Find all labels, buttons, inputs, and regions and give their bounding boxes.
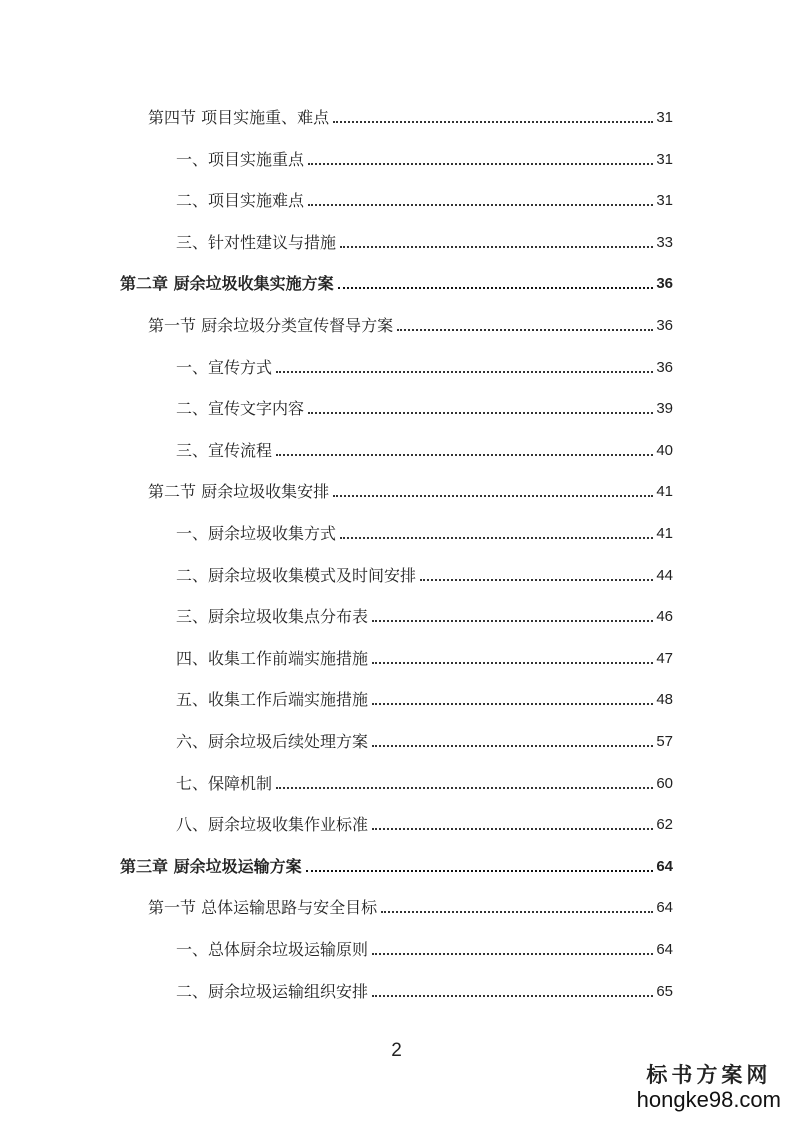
toc-leader-dots	[333, 495, 653, 497]
toc-leader-dots	[308, 204, 653, 206]
toc-page-number: 41	[656, 483, 673, 501]
toc-page-number: 31	[656, 192, 673, 210]
toc-item[interactable]	[176, 562, 673, 586]
toc-leader-dots	[372, 995, 653, 997]
toc-label: 第一节 厨余垃圾分类宣传督导方案	[148, 316, 394, 335]
toc-leader-dots	[420, 579, 653, 581]
toc-label: 第二节 厨余垃圾收集安排	[148, 482, 330, 502]
toc-label: 三、宣传流程	[176, 440, 273, 460]
toc-item[interactable]	[176, 686, 673, 710]
toc-page-number: 57	[656, 733, 673, 750]
toc-label: 二、厨余垃圾收集模式及时间安排	[176, 565, 417, 585]
toc-page-number: 44	[656, 566, 673, 584]
toc-leader-dots	[276, 371, 653, 373]
watermark-url: hongke98.com	[636, 1087, 781, 1112]
toc-leader-dots	[372, 703, 653, 705]
toc-page-number: 31	[656, 109, 673, 126]
toc-label: 一、项目实施重点	[176, 149, 305, 169]
toc-item[interactable]	[176, 728, 673, 752]
toc-leader-dots	[381, 911, 653, 913]
toc-label: 七、保障机制	[176, 773, 273, 793]
toc-label: 五、收集工作后端实施措施	[176, 690, 369, 710]
toc-leader-dots	[372, 662, 653, 664]
toc-item[interactable]	[176, 229, 673, 253]
toc-chapter[interactable]	[120, 270, 673, 294]
toc-page-number: 36	[656, 358, 673, 376]
toc-item[interactable]	[176, 354, 673, 378]
toc-leader-dots	[276, 787, 653, 789]
toc-label: 六、厨余垃圾后续处理方案	[176, 732, 369, 751]
toc-section[interactable]	[148, 478, 673, 502]
toc-label: 一、宣传方式	[176, 357, 273, 377]
toc-label: 二、厨余垃圾运输组织安排	[176, 981, 369, 1001]
toc-page-number: 36	[656, 275, 673, 293]
toc-page-number: 62	[656, 816, 673, 834]
toc-leader-dots	[306, 870, 654, 872]
toc-leader-dots	[340, 537, 653, 539]
toc-item[interactable]	[176, 603, 673, 627]
toc-leader-dots	[372, 745, 653, 747]
toc-page-number: 47	[656, 649, 673, 667]
toc-item[interactable]	[176, 187, 673, 211]
toc-item[interactable]	[176, 146, 673, 170]
toc-leader-dots	[338, 287, 654, 289]
toc-item[interactable]	[176, 645, 673, 669]
toc-label: 八、厨余垃圾收集作业标准	[176, 815, 369, 835]
toc-label: 四、收集工作前端实施措施	[176, 648, 369, 668]
toc-section[interactable]	[148, 104, 673, 128]
toc-label: 一、厨余垃圾收集方式	[176, 524, 337, 543]
toc-page-number: 65	[656, 982, 673, 1000]
toc-page-number: 33	[656, 233, 673, 251]
toc-label: 三、厨余垃圾收集点分布表	[176, 607, 369, 627]
toc-item[interactable]	[176, 437, 673, 461]
toc-leader-dots	[372, 953, 653, 955]
toc-page-number: 39	[656, 400, 673, 418]
toc-page-number: 40	[656, 441, 673, 459]
toc-leader-dots	[276, 454, 653, 456]
toc-page-number: 64	[656, 899, 673, 917]
toc-section[interactable]	[148, 312, 673, 336]
toc-label: 第三章 厨余垃圾运输方案	[120, 856, 302, 876]
toc-page-number: 41	[656, 525, 673, 542]
page-number: 2	[391, 1040, 402, 1061]
toc-item[interactable]	[176, 520, 673, 544]
watermark	[637, 1062, 781, 1112]
toc-section[interactable]	[148, 894, 673, 918]
toc-item[interactable]	[176, 936, 673, 960]
toc-page-number: 36	[656, 317, 673, 334]
toc-leader-dots	[340, 246, 653, 248]
toc-page-number: 31	[656, 150, 673, 168]
toc-leader-dots	[308, 163, 653, 165]
toc-item[interactable]	[176, 395, 673, 419]
toc-item[interactable]	[176, 811, 673, 835]
toc-leader-dots	[372, 828, 653, 830]
toc-label: 二、宣传文字内容	[176, 399, 305, 419]
toc-page-number: 64	[656, 857, 673, 875]
toc-leader-dots	[372, 620, 653, 622]
toc-label: 三、针对性建议与措施	[176, 232, 337, 252]
toc-page-number: 46	[656, 608, 673, 626]
toc-leader-dots	[308, 412, 653, 414]
toc-label: 第二章 厨余垃圾收集实施方案	[120, 274, 334, 294]
toc-page-number: 48	[656, 691, 673, 709]
toc-label: 第一节 总体运输思路与安全目标	[148, 898, 378, 918]
toc-page-number: 64	[656, 941, 673, 958]
toc-label: 二、项目实施难点	[176, 191, 305, 211]
toc-leader-dots	[333, 121, 653, 123]
toc-label: 一、总体厨余垃圾运输原则	[176, 940, 369, 959]
toc-leader-dots	[397, 329, 653, 331]
toc-chapter[interactable]	[120, 853, 673, 877]
toc-item[interactable]	[176, 770, 673, 794]
toc-item[interactable]	[176, 978, 673, 1002]
toc-page-number: 60	[656, 774, 673, 792]
watermark-text: 标书方案网	[646, 1062, 772, 1087]
toc-label: 第四节 项目实施重、难点	[148, 108, 330, 127]
